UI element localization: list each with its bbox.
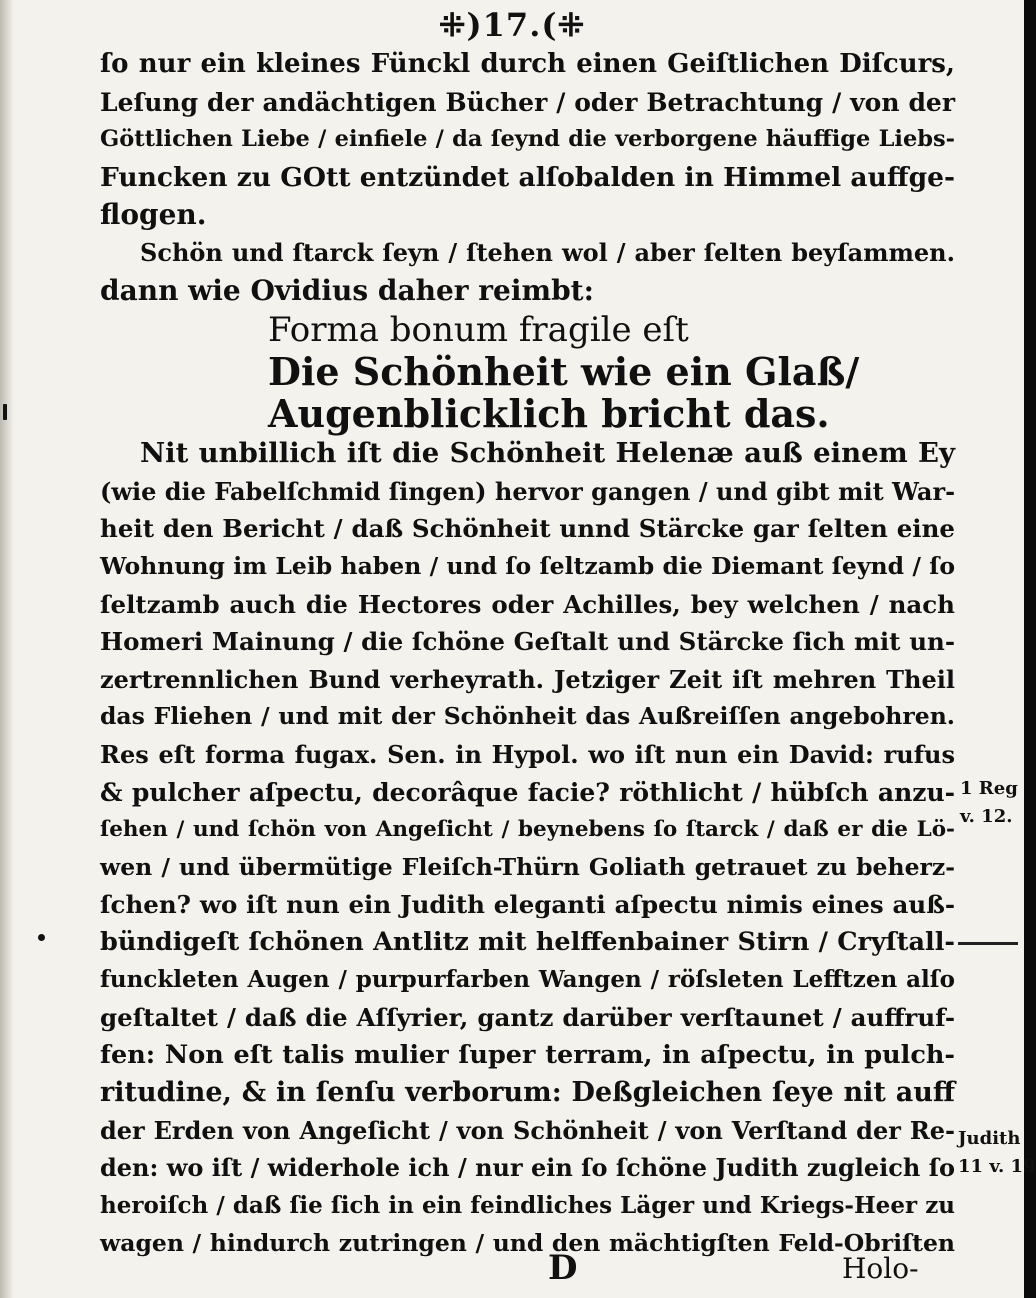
text-line: bündigeſt ſchönen Antlitz mit helffenbainer Stirn / Cryſtall- bbox=[100, 926, 955, 957]
margin-note-judith: Judith bbox=[958, 1128, 1021, 1149]
text-line: zertrennlichen Bund verheyrath. Jetziger Zeit iſt mehren Theil bbox=[100, 664, 955, 694]
text-line: (wie die Fabelſchmid ſingen) hervor gangen / und gibt mit War- bbox=[100, 476, 956, 506]
text-line: dann wie Ovidius daher reimbt: bbox=[100, 273, 594, 307]
text-line: flogen. bbox=[100, 198, 207, 232]
ink-speck bbox=[38, 934, 45, 941]
margin-dash-mark bbox=[958, 942, 1018, 945]
text-line: heroiſch / daß ſie ſich in ein feindliches Läger und Kriegs-Heer zu bbox=[100, 1192, 955, 1220]
ink-speck bbox=[3, 404, 7, 420]
text-line: fen: Non eſt talis mulier ſuper terram, in aſpectu, in pulch- bbox=[100, 1039, 955, 1070]
text-line: ſchen? wo iſt nun ein Judith eleganti aſpectu nimis eines auß- bbox=[100, 890, 955, 920]
text-line: Funcken zu GOtt entzündet alſobalden in Himmel auffge- bbox=[100, 161, 955, 193]
text-line: Leſung der andächtigen Bücher / oder Betrachtung / von der bbox=[100, 87, 955, 117]
verse-german-line-2: Augenblicklich bricht das. bbox=[268, 391, 830, 437]
text-line: das Fliehen / und mit der Schönheit das Außreiſſen angebohren. bbox=[100, 702, 955, 731]
text-line: den: wo iſt / widerhole ich / nur ein ſo ſchöne Judith zugleich ſo bbox=[100, 1153, 956, 1183]
main-text-block bbox=[100, 46, 955, 1262]
text-line: & pulcher aſpectu, decorâque facie? röthlicht / hübſch anzu- bbox=[100, 777, 955, 807]
text-line: Res eſt forma fugax. Sen. in Hypol. wo iſt nun ein David: rufus bbox=[100, 739, 955, 769]
signature-mark: D bbox=[548, 1248, 578, 1288]
text-line: Göttlichen Liebe / einfiele / da ſeynd die verborgene häuffige Liebs- bbox=[100, 126, 955, 153]
text-line: ſeltzamb auch die Hectores oder Achilles, bey welchen / nach bbox=[100, 589, 955, 619]
text-line: geſtaltet / daß die Aſſyrier, gantz darüber verſtaunet / auffruf- bbox=[100, 1003, 955, 1033]
text-line: heit den Bericht / daß Schönheit unnd Stärcke gar ſelten eine bbox=[100, 514, 955, 544]
margin-note-reg: 1 Reg bbox=[960, 778, 1018, 799]
text-line: der Erden von Angeſicht / von Schönheit / von Verſtand der Re- bbox=[100, 1115, 955, 1145]
text-line: Schön und ſtarck ſeyn / ſtehen wol / aber ſelten beyſammen. bbox=[140, 237, 955, 267]
margin-note-reg-verse: v. 12. bbox=[960, 806, 1013, 827]
page-number-header: ⁜)17.(⁜ bbox=[438, 6, 586, 44]
text-line: ſehen / und ſchön von Angeſicht / beynebens ſo ſtarck / daß er die Lö- bbox=[100, 817, 955, 843]
text-line: Homeri Mainung / die ſchöne Geſtalt und Stärcke ſich mit un- bbox=[100, 627, 955, 657]
text-line: wen / und übermütige Fleiſch-Thürn Goliath getrauet zu beherz- bbox=[100, 852, 955, 881]
text-line: wagen / hindurch zutringen / und den mächtigſten Feld-Obriſten bbox=[100, 1228, 955, 1257]
text-line: Nit unbillich iſt die Schönheit Helenæ auß einem Ey bbox=[140, 437, 955, 470]
text-line: ſo nur ein kleines Fünckl durch einen Geiſtlichen Diſcurs, bbox=[100, 49, 955, 79]
catchword: Holo- bbox=[842, 1252, 919, 1285]
verse-german-line-1: Die Schönheit wie ein Glaß/ bbox=[268, 349, 860, 395]
page-edge-shadow bbox=[0, 0, 14, 1298]
text-line: ritudine, & in ſenſu verborum: Deßgleichen ſeye nit auff bbox=[100, 1077, 955, 1109]
text-line: funckleten Augen / purpurfarben Wangen / röſsleten Lefftzen alſo bbox=[100, 966, 955, 994]
text-line: Wohnung im Leib haben / und ſo ſeltzamb die Diemant ſeynd / ſo bbox=[100, 551, 955, 580]
margin-note-judith-verse: 11 v. 19 bbox=[958, 1156, 1036, 1177]
verse-latin: Forma bonum fragile eſt bbox=[268, 310, 689, 351]
